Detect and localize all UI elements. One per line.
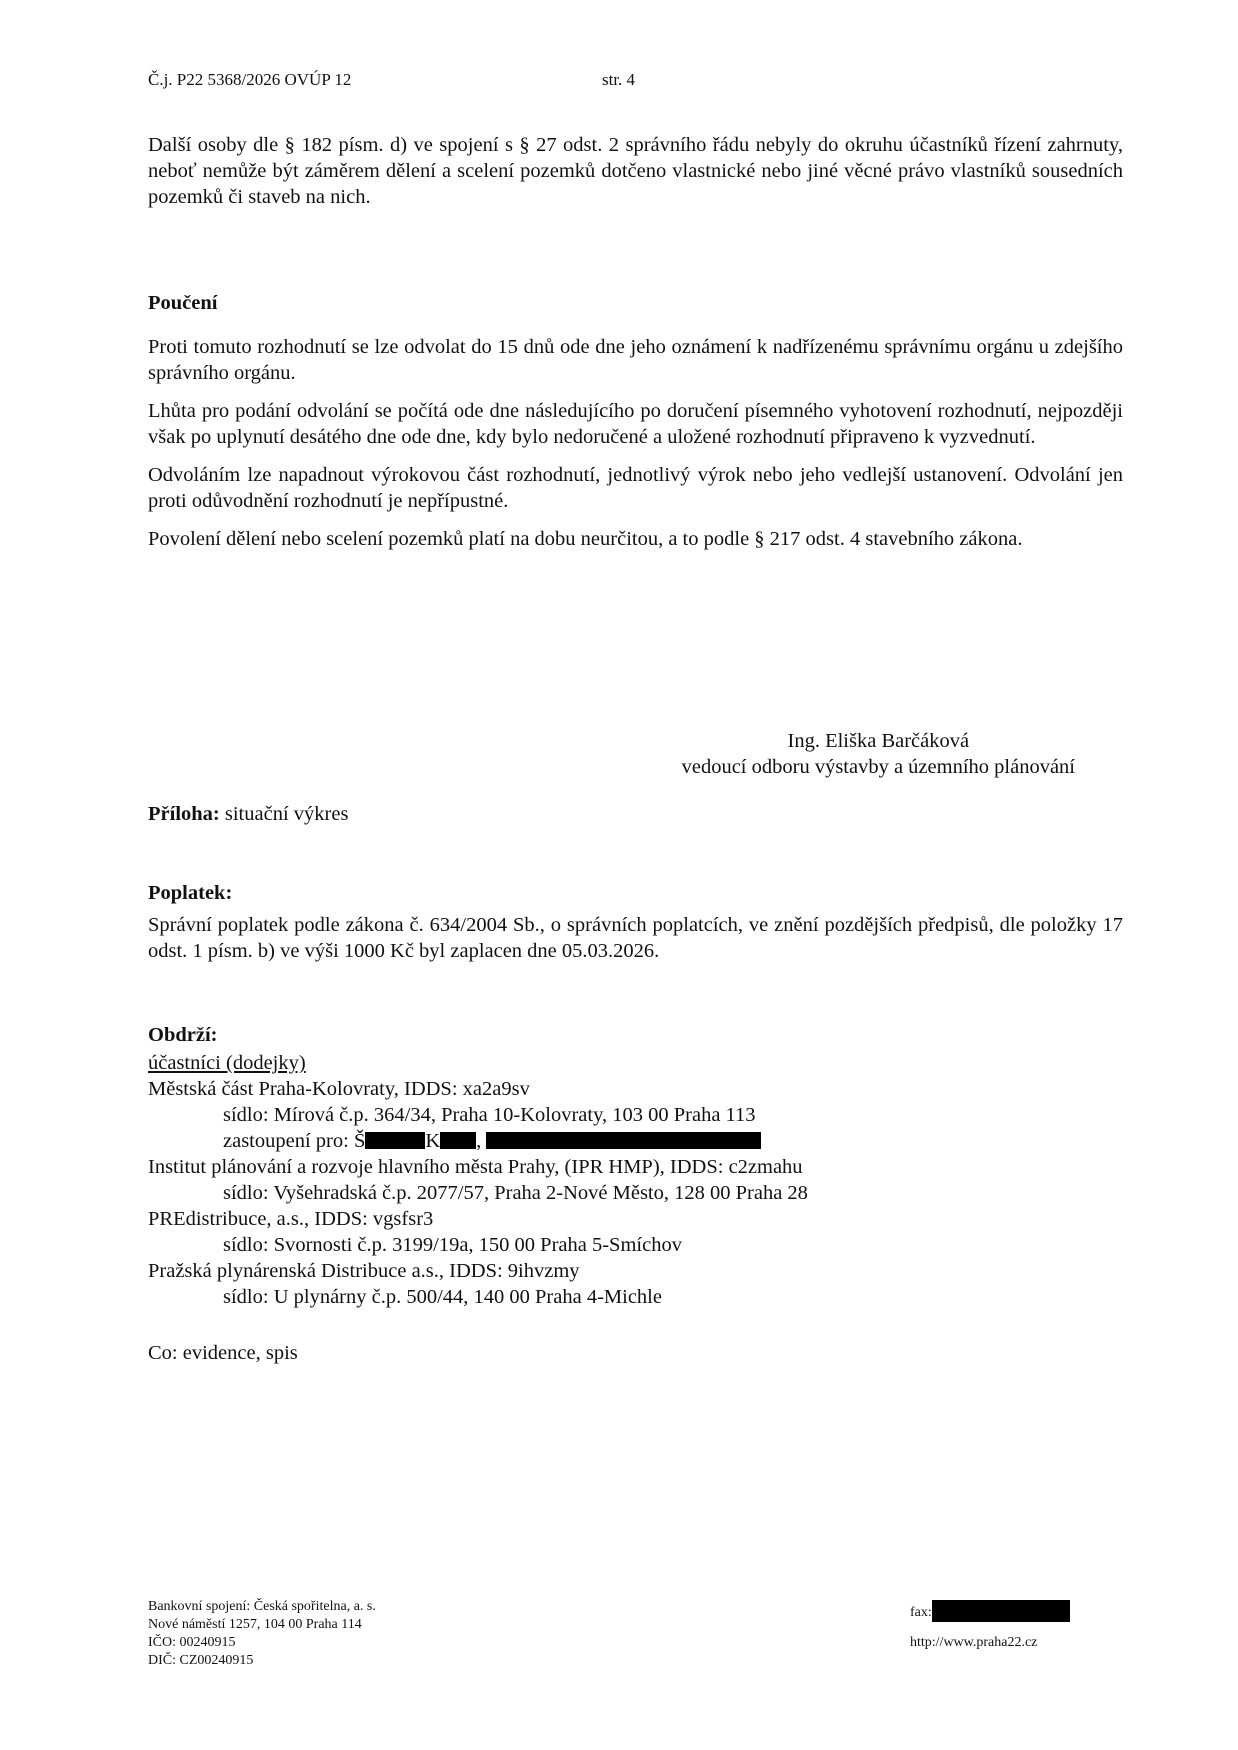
recipient-2: Institut plánování a rozvoje hlavního města Prahy, (IPR HMP), IDDS: c2zmahu <box>148 1156 803 1178</box>
attachment-value: situační výkres <box>224 803 349 825</box>
recipient-3-seat: sídlo: Svornosti č.p. 3199/19a, 150 00 Praha 5-Smíchov <box>223 1234 682 1256</box>
footer-web: http://www.praha22.cz <box>910 1635 1038 1650</box>
copy-line: Co: evidence, spis <box>148 1342 298 1364</box>
fee-section <box>148 880 1123 964</box>
fee-text: Správní poplatek podle zákona č. 634/2004 Sb., o správních poplatcích, ve znění pozdějších předpisů, dle položky 17 odst. 1 písm. b) ve výši 1000 Kč byl zaplacen dne 05.03.2026. <box>148 914 1123 962</box>
footer-bank: Bankovní spojení: Česká spořitelna, a. s. <box>148 1599 376 1614</box>
signature-block <box>682 728 1075 780</box>
instruction-paragraph: Odvoláním lze napadnout výrokovou část rozhodnutí, jednotlivý výrok nebo jeho vedlejší ustanovení. Odvolání jen proti odůvodnění rozhodnutí je nepřípustné. <box>148 464 1123 512</box>
fee-heading: Poplatek: <box>148 882 233 904</box>
signatory-title: vedoucí odboru výstavby a územního plánování <box>681 756 1075 778</box>
redaction-bar <box>486 1132 761 1149</box>
instruction-heading: Poučení <box>148 292 218 314</box>
redaction-bar <box>932 1600 1070 1622</box>
recipient-1-representation: zastoupení pro: Š K , <box>223 1128 761 1154</box>
recipient-1-seat: sídlo: Mírová č.p. 364/34, Praha 10-Kolovraty, 103 00 Praha 113 <box>223 1104 756 1126</box>
attachment-line <box>148 801 348 827</box>
instruction-paragraph: Povolení dělení nebo scelení pozemků platí na dobu neurčitou, a to podle § 217 odst. 4 stavebního zákona. <box>148 528 1023 550</box>
instruction-paragraph: Lhůta pro podání odvolání se počítá ode dne následujícího po doručení písemného vyhotovení rozhodnutí, nejpozději však po uplynutí desátého dne ode dne, kdy bylo nedoručené a uložené rozhodnutí připraveno k vyzvednutí. <box>148 400 1123 448</box>
footer-fax <box>910 1600 1070 1622</box>
recipient-4: Pražská plynárenská Distribuce a.s., IDDS: 9ihvzmy <box>148 1260 580 1282</box>
recipient-4-seat: sídlo: U plynárny č.p. 500/44, 140 00 Praha 4-Michle <box>223 1286 662 1308</box>
representation-label: zastoupení pro: Š <box>223 1130 366 1152</box>
instruction-section <box>148 290 1123 552</box>
intro-paragraph: Další osoby dle § 182 písm. d) ve spojení s § 27 odst. 2 správního řádu nebyly do okruhu účastníků řízení zahrnuty, neboť nemůže být záměrem dělení a scelení pozemků dotčeno vlastnické nebo jiné věcné právo vlastníků sousedních pozemků či staveb na nich. <box>148 134 1123 208</box>
footer-address: Nové náměstí 1257, 104 00 Praha 114 <box>148 1617 362 1632</box>
recipient-1: Městská část Praha-Kolovraty, IDDS: xa2a9sv <box>148 1078 530 1100</box>
redaction-bar <box>440 1132 476 1149</box>
recipient-3: PREdistribuce, a.s., IDDS: vgsfsr3 <box>148 1208 434 1230</box>
instruction-paragraph: Proti tomuto rozhodnutí se lze odvolat do 15 dnů ode dne jeho oznámení k nadřízenému správnímu orgánu u zdejšího správního orgánu. <box>148 336 1123 384</box>
page-number: str. 4 <box>602 70 636 89</box>
redaction-bar <box>365 1132 425 1149</box>
signatory-name: Ing. Eliška Barčáková <box>787 730 970 752</box>
footer-ico: IČO: 00240915 <box>148 1635 236 1650</box>
fax-label: fax: <box>910 1605 932 1620</box>
footer-dic: DIČ: CZ00240915 <box>148 1653 254 1668</box>
reference-number: Č.j. P22 5368/2026 OVÚP 12 <box>148 70 352 89</box>
recipient-2-seat: sídlo: Vyšehradská č.p. 2077/57, Praha 2-Nové Město, 128 00 Praha 28 <box>223 1182 808 1204</box>
attachment-label: Příloha: <box>148 803 220 825</box>
recipients-heading: Obdrží: <box>148 1024 218 1046</box>
footer-bank-info <box>148 1598 376 1670</box>
recipients-subheading: účastníci (dodejky) <box>148 1052 306 1074</box>
